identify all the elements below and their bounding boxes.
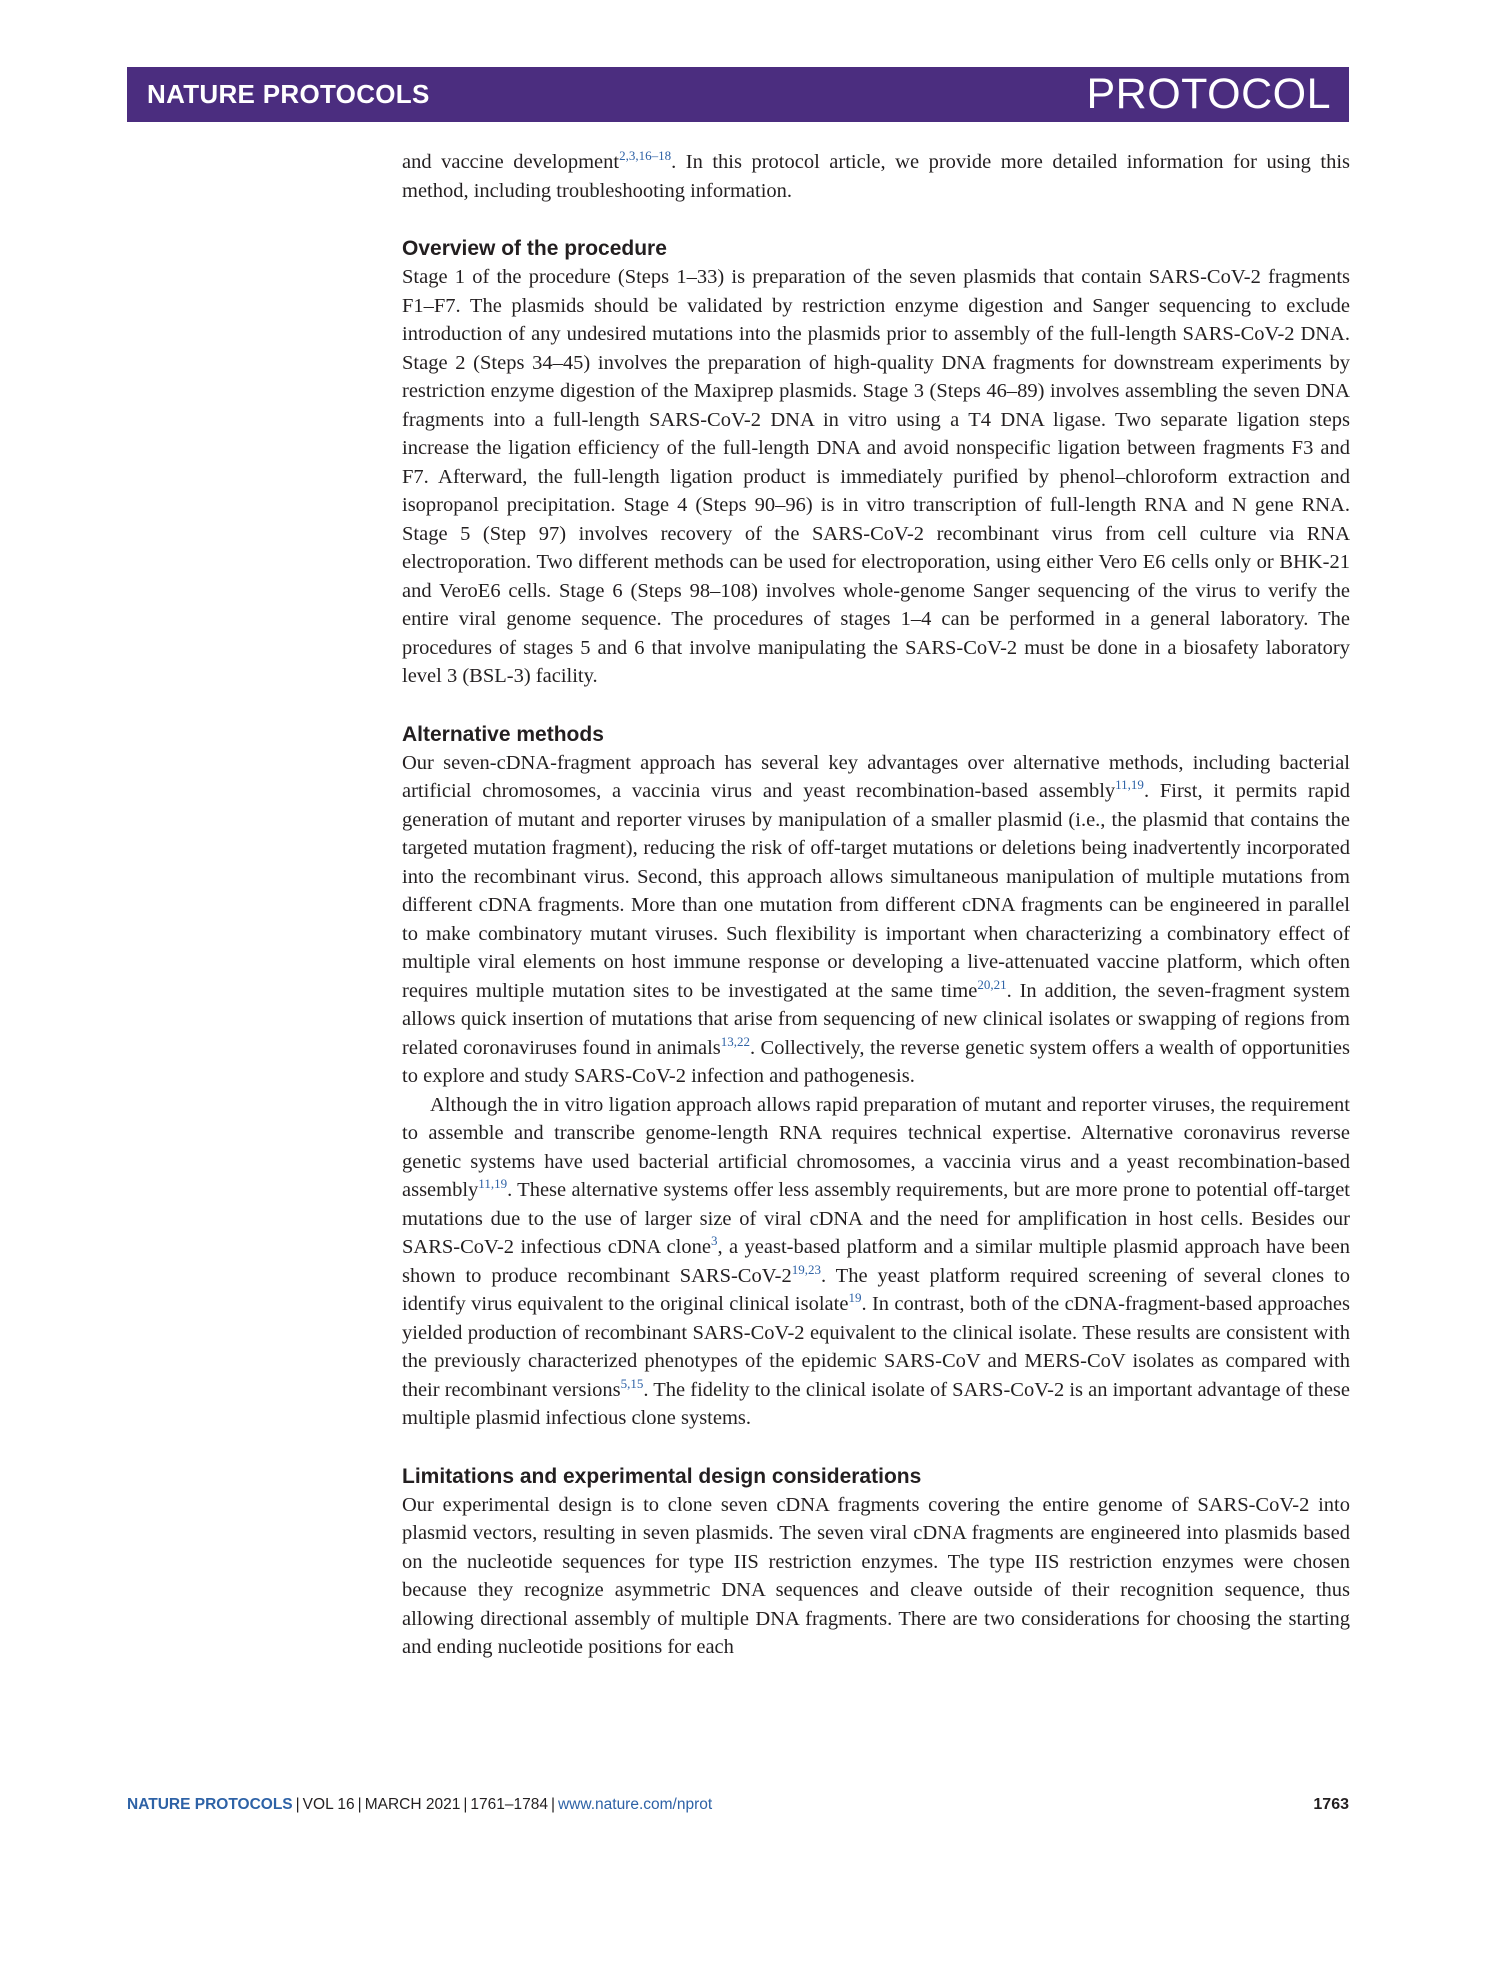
citation-link[interactable]: 2,3,16–18 bbox=[619, 148, 672, 163]
section-heading-limitations: Limitations and experimental design considerations bbox=[402, 1464, 922, 1488]
article-body bbox=[402, 148, 1350, 1662]
alternative-paragraph-1: Our seven-cDNA-fragment approach has several key advantages over alternative methods, including bacterial artificial chromosomes, a vaccinia virus and yeast recombination-based assembly$^{11,19}$. First, it permits rapid generation of mutant and reporter viruses by manipulation of a smaller plasmid (i.e., the plasmid that contains the targeted mutation fragment), reducing the risk of off-target mutations or deletions being inadvertently incorporated into the recombinant virus. Second, this approach allows simultaneous manipulation of multiple mutations from different cDNA fragments. More than one mutation from different cDNA fragments can be engineered in parallel to make combinatory mutant viruses. Such flexibility is important when characterizing a combinatory effect of multiple viral elements on host immune response or developing a live-attenuated vaccine platform, which often requires multiple mutation sites to be investigated at the same time$^{20,21}$. In addition, the seven-fragment system allows quick insertion of mutations that arise from sequencing of new clinical isolates or swapping of regions from related coronaviruses found in animals$^{13,22}$. Collectively, the reverse genetic system offers a wealth of opportunities to explore and study SARS-CoV-2 infection and pathogenesis. bbox=[402, 751, 1350, 1087]
citation-link[interactable]: 11,19 bbox=[1115, 777, 1144, 792]
footer-url-link[interactable]: www.nature.com/nprot bbox=[557, 1796, 713, 1813]
citation-link[interactable]: 11,19 bbox=[478, 1176, 508, 1191]
journal-header-bar bbox=[127, 67, 1349, 122]
footer-date: MARCH 2021 bbox=[364, 1796, 461, 1813]
page-footer bbox=[127, 1796, 1349, 1814]
alternative-paragraph-2: Although the in vitro ligation approach allows rapid preparation of mutant and reporter viruses, the requirement to assemble and transcribe genome-length RNA requires technical expertise. Alternative coronavirus reverse genetic systems have used bacterial artificial chromosomes, a vaccinia virus and a yeast recombination-based assembly$^{11,19}$. These alternative systems offer less assembly requirements, but are more prone to potential off-target mutations due to the use of larger size of viral cDNA and the need for amplification in host cells. Besides our SARS-CoV-2 infectious cDNA clone$^3$, a yeast-based platform and a similar multiple plasmid approach have been shown to produce recombinant SARS-CoV-2$^{19,23}$. The yeast platform required screening of several clones to identify virus equivalent to the original clinical isolate$^{19}$. In contrast, both of the cDNA-fragment-based approaches yielded production of recombinant SARS-CoV-2 equivalent to the clinical isolate. These results are consistent with the previously characterized phenotypes of the epidemic SARS-CoV and MERS-CoV isolates as compared with their recombinant versions$^{5,15}$. The fidelity to the clinical isolate of SARS-CoV-2 is an important advantage of these multiple plasmid infectious clone systems. bbox=[402, 1093, 1350, 1429]
section-heading-alternative-methods: Alternative methods bbox=[402, 722, 604, 746]
page-number: 1763 bbox=[1313, 1796, 1349, 1813]
citation-link[interactable]: 3 bbox=[710, 1233, 718, 1248]
citation-link[interactable]: 20,21 bbox=[977, 976, 1007, 992]
citation-link[interactable]: 5,15 bbox=[620, 1375, 644, 1391]
article-type-label: PROTOCOL bbox=[1086, 70, 1331, 118]
footer-volume: VOL 16 bbox=[302, 1796, 355, 1813]
footer-citation: NATURE PROTOCOLS | VOL 16 | MARCH 2021 | 1761–1784 | www.nature.com/nprot bbox=[127, 1796, 713, 1813]
footer-pages: 1761–1784 bbox=[470, 1796, 548, 1813]
intro-paragraph: and vaccine development$^{2,3,16-18}$. In this protocol article, we provide more detailed information for using this method, including troubleshooting information. bbox=[402, 148, 1351, 202]
citation-link[interactable]: 13,22 bbox=[720, 1033, 751, 1049]
footer-journal: NATURE PROTOCOLS bbox=[127, 1796, 293, 1813]
section-heading-overview: Overview of the procedure bbox=[402, 237, 667, 260]
journal-name: NATURE PROTOCOLS bbox=[147, 79, 430, 109]
citation-link[interactable]: 19,23 bbox=[791, 1261, 821, 1277]
citation-link[interactable]: 19 bbox=[848, 1290, 862, 1305]
overview-paragraph: Stage 1 of the procedure (Steps 1–33) is preparation of the seven plasmids that contain SARS-CoV-2 fragments F1–F7. The plasmids should be validated by restriction enzyme digestion and Sanger sequencing to exclude introduction of any undesired mutations into the plasmids prior to assembly of the full-length SARS-CoV-2 DNA. Stage 2 (Steps 34–45) involves the preparation of high-quality DNA fragments for downstream experiments by restriction enzyme digestion of the Maxiprep plasmids. Stage 3 (Steps 46–89) involves assembling the seven DNA fragments into a full-length SARS-CoV-2 DNA in vitro using a T4 DNA ligase. Two separate ligation steps increase the ligation efficiency of the full-length DNA and avoid nonspecific ligation between fragments F3 and F7. Afterward, the full-length ligation product is immediately purified by phenol–chloroform extraction and isopropanol precipitation. Stage 4 (Steps 90–96) is in vitro transcription of full-length RNA and N gene RNA. Stage 5 (Step 97) involves recovery of the SARS-CoV-2 recombinant virus from cell culture via RNA electroporation. Two different methods can be used for electroporation, using either Vero E6 cells only or BHK-21 and VeroE6 cells. Stage 6 (Steps 98–108) involves whole-genome Sanger sequencing of the virus to verify the entire viral genome sequence. The procedures of stages 1–4 can be performed in a general laboratory. The procedures of stages 5 and 6 that involve manipulating the SARS-CoV-2 must be done in a biosafety laboratory level 3 (BSL-3) facility. bbox=[402, 266, 1350, 687]
limitations-paragraph: Our experimental design is to clone seven cDNA fragments covering the entire genome of SARS-CoV-2 into plasmid vectors, resulting in seven plasmids. The seven viral cDNA fragments are engineered into plasmids based on the nucleotide sequences for type IIS restriction enzymes. The type IIS restriction enzymes were chosen because they recognize asymmetric DNA sequences and cleave outside of their recognition sequence, thus allowing directional assembly of multiple DNA fragments. There are two considerations for choosing the starting and ending nucleotide positions for each bbox=[402, 1493, 1350, 1658]
